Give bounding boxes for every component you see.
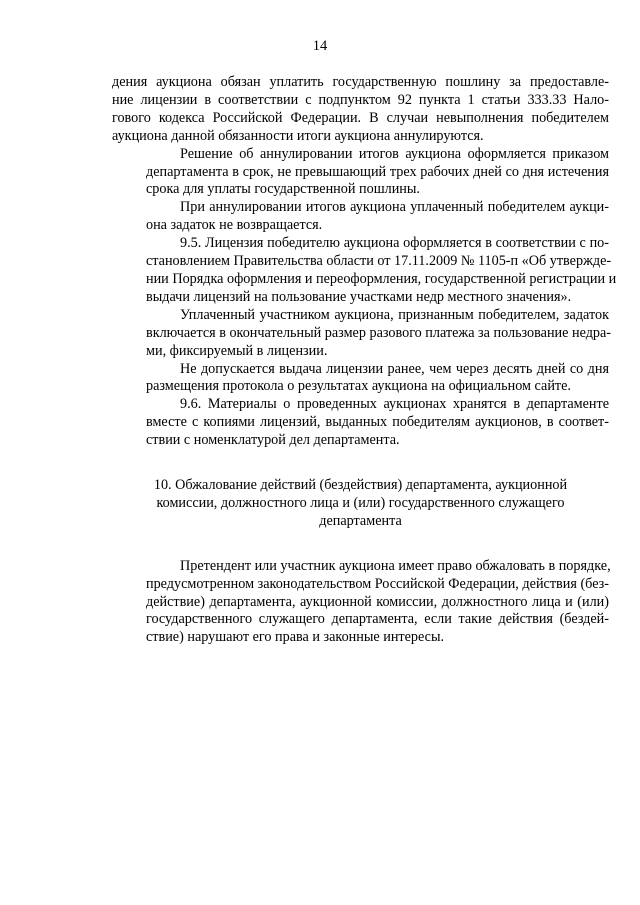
text-line: Решение об аннулировании итогов аукциона оформляется приказом <box>180 145 609 162</box>
paragraph <box>112 199 609 235</box>
section-heading <box>112 477 609 531</box>
text-line: выдачи лицензий на пользование участками недр местного значения». <box>146 288 572 305</box>
text-line: аукциона данной обязанности итоги аукциона аннулируются. <box>112 127 484 144</box>
text-line: ние лицензии в соответствии с подпунктом 92 пункта 1 статьи 333.33 Нало- <box>112 91 609 108</box>
text-line: нии Порядка оформления и переоформления, государственной регистрации и <box>146 270 617 287</box>
paragraph <box>112 361 609 397</box>
text-line: ствие) нарушают его права и законные интересы. <box>146 629 445 646</box>
text-line: она задаток не возвращается. <box>146 217 323 234</box>
paragraph <box>112 396 609 450</box>
paragraphs-after-heading <box>112 558 609 648</box>
text-line: ми, фиксируемый в лицензии. <box>146 342 328 359</box>
text-line: ствии с номенклатурой дел департамента. <box>146 432 400 449</box>
text-line: департамента в срок, не превышающий трех рабочих дней со дня истечения <box>146 163 609 180</box>
document-body <box>112 74 617 647</box>
text-line: гового кодекса Российской Федерации. В случаи невыполнения победителем <box>112 109 609 126</box>
paragraph <box>112 306 612 361</box>
heading-line: департамента <box>319 512 402 529</box>
text-line: При аннулировании итогов аукциона уплаченный победителем аукци- <box>180 199 609 216</box>
heading-line: комиссии, должностного лица и (или) государственного служащего <box>156 494 565 511</box>
text-line: вместе с копиями лицензий, выданных победителям аукционов, в соответ- <box>146 414 609 431</box>
text-line: государственного служащего департамента, если такие действия (бездей- <box>146 611 609 628</box>
paragraph <box>112 146 609 200</box>
paragraph <box>112 74 609 146</box>
heading-line: 10. Обжалование действий (бездействия) департамента, аукционной <box>153 477 568 494</box>
text-line: становлением Правительства области от 17.11.2009 № 1105-п «Об утвержде- <box>146 253 612 270</box>
text-line: Не допускается выдача лицензии ранее, чем через десять дней со дня <box>180 360 609 377</box>
text-line: 9.6. Материалы о проведенных аукционах хранятся в департаменте <box>180 396 609 413</box>
text-line: дения аукциона обязан уплатить государственную пошлину за предоставле- <box>112 74 609 90</box>
paragraph <box>112 558 609 648</box>
text-line: размещения протокола о результатах аукциона на официальном сайте. <box>146 378 571 395</box>
text-line: Уплаченный участником аукциона, признанным победителем, задаток <box>180 306 609 323</box>
paragraph <box>112 235 617 307</box>
text-line: предусмотренном законодательством Российской Федерации, действия (без- <box>146 575 609 592</box>
text-line: включается в окончательный размер разового платежа за пользование недра- <box>146 324 612 341</box>
text-line: срока для уплаты государственной пошлины. <box>146 181 420 198</box>
paragraphs-before-heading <box>112 74 617 450</box>
page-number: 14 <box>312 38 328 54</box>
text-line: 9.5. Лицензия победителю аукциона оформляется в соответствии с по- <box>180 235 609 252</box>
text-line: действие) департамента, аукционной комиссии, должностного лица и (или) <box>146 593 609 610</box>
text-line: Претендент или участник аукциона имеет право обжаловать в порядке, <box>180 557 611 574</box>
